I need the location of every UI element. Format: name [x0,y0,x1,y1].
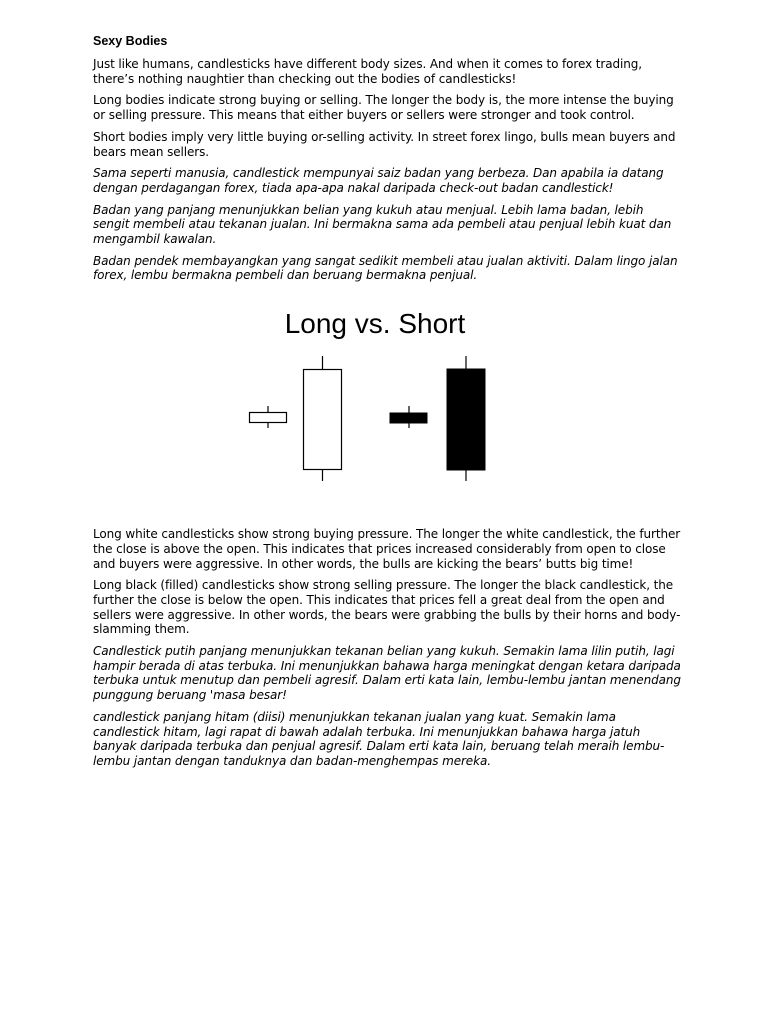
short-white-candle-body [250,413,287,423]
long-black-candle [447,356,485,481]
document-page [93,33,683,776]
paragraph-intro-malay: Sama seperti manusia, candlestick mempunyai saiz badan yang berbeza. Dan apabila ia datang dengan perdagangan forex, tiada apa-apa nakal daripada check-out badan candlestick! [93,166,664,195]
paragraph-intro: Just like humans, candlesticks have different body sizes. And when it comes to forex trading, there’s nothing naughtier than checking out the bodies of candlesticks! [93,57,642,86]
short-white-candle [250,406,287,428]
short-black-candle-body [390,413,427,423]
long-black-candle-body [447,369,485,470]
paragraph-short-bodies: Short bodies imply very little buying or-selling activity. In street forex lingo, bulls mean buyers and bears mean sellers. [93,129,676,159]
candlestick-figure [93,299,683,519]
paragraph-long-black: Long black (filled) candlesticks show strong selling pressure. The longer the black candlestick, the further the close is below the open. This indicates that prices fell a great deal from the open and sellers were aggressive. In other words, the bears were grabbing the bulls by their horns and body-slamming them. [93,578,681,637]
paragraph-long-bodies: Long bodies indicate strong buying or selling. The longer the body is, the more intense the buying or selling pressure. This means that either buyers or sellers were stronger and took control. [93,93,674,123]
paragraph-long-white-malay: Candlestick putih panjang menunjukkan tekanan belian yang kukuh. Semakin lama lilin putih, lagi hampir berada di atas terbuka. Ini menunjukkan bahawa harga meningkat dengan ketara daripada terbuka untuk menutup dan pembeli agresif. Dalam erti kata lain, lembu-lembu jantan menendang punggung beruang 'masa besar! [93,644,681,703]
long-white-candle [304,356,342,481]
paragraph-short-bodies-malay: Badan pendek membayangkan yang sangat sedikit membeli atau jualan aktiviti. Dalam lingo jalan forex, lembu bermakna pembeli dan beruang bermakna penjual. [93,253,678,283]
long-white-candle-body [304,370,342,470]
short-black-candle [390,406,427,428]
document-title: Sexy Bodies [93,34,168,48]
paragraph-long-black-malay: candlestick panjang hitam (diisi) menunjukkan tekanan jualan yang kuat. Semakin lama candlestick hitam, lagi rapat di bawah adalah terbuka. Ini menunjukkan bahawa harga jatuh banyak daripada terbuka dan penjual agresif. Dalam erti kata lain, beruang telah meraih lembu-lembu jantan dengan tanduknya dan badan-menghempas mereka. [93,709,665,768]
figure-title: Long vs. Short [284,308,466,340]
paragraph-long-bodies-malay: Badan yang panjang menunjukkan belian yang kukuh atau menjual. Lebih lama badan, lebih sengit membeli atau tekanan jualan. Ini bermakna sama ada pembeli atau penjual lebih kuat dan mengambil kawalan. [93,202,672,247]
paragraph-long-white: Long white candlesticks show strong buying pressure. The longer the white candlestick, the further the close is above the open. This indicates that prices increased considerably from open to close and buyers were aggressive. In other words, the bulls are kicking the bears’ butts big time! [93,527,681,571]
candlestick-illustration [93,299,683,519]
